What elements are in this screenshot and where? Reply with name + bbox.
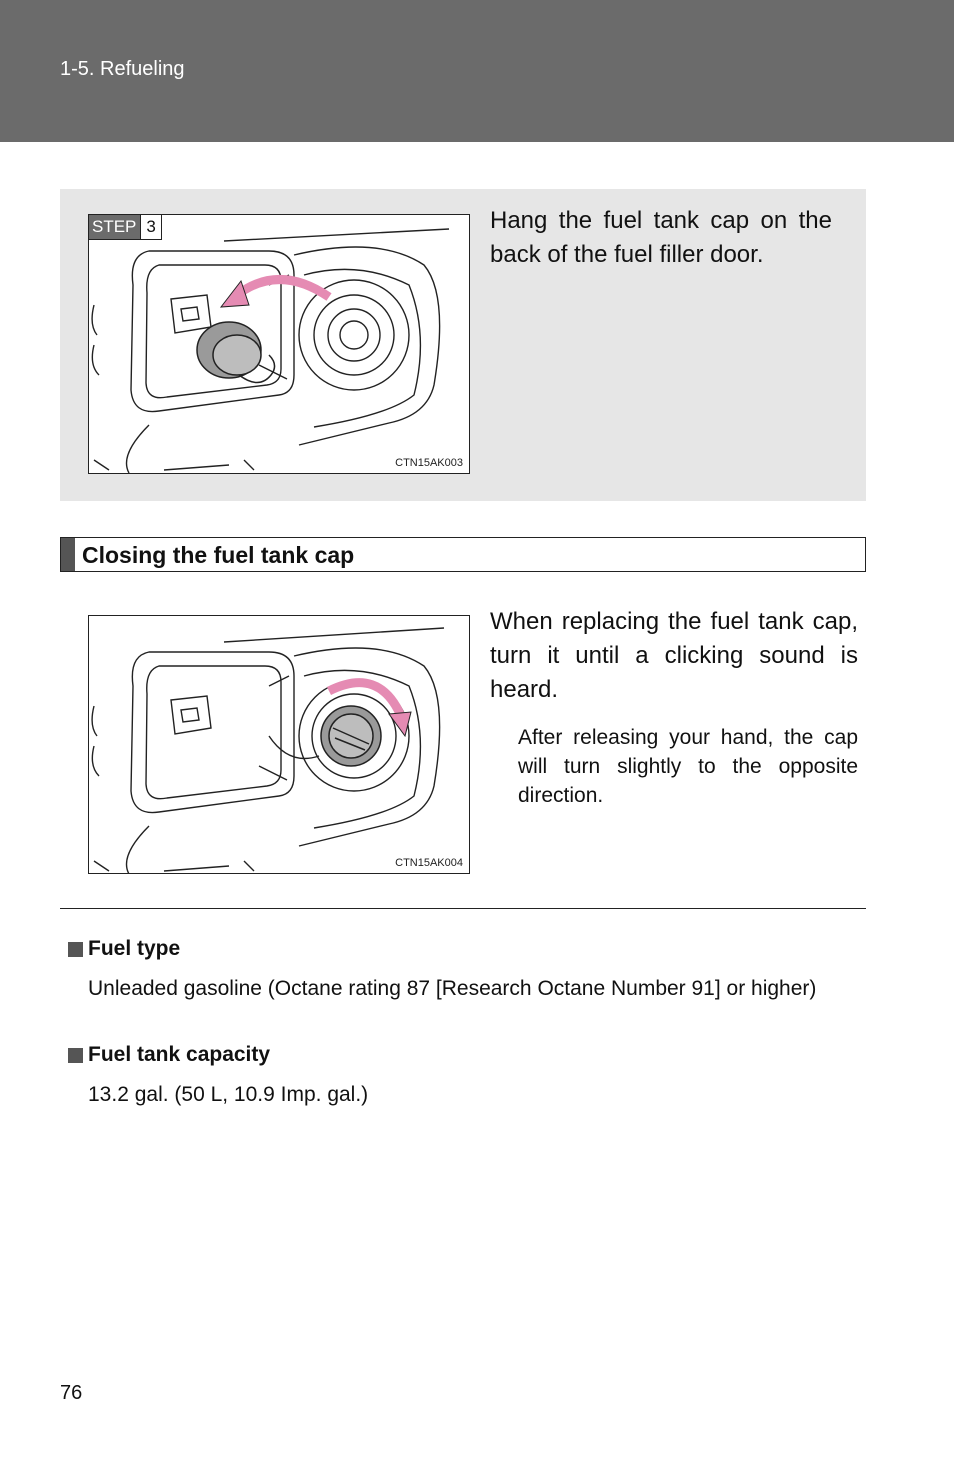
breadcrumb: 1-5. Refueling [60, 58, 185, 80]
section-heading [60, 537, 866, 572]
closing-cap-illustration [88, 615, 470, 874]
fuel-cap-hang-drawing [89, 215, 470, 474]
page-number: 76 [60, 1382, 83, 1404]
figure-code: CTN15AK004 [395, 857, 463, 869]
closing-cap-text: When replacing the fuel tank cap, turn it until a clicking sound is heard. [490, 608, 858, 703]
fuel-type-text: Unleaded gasoline (Octane rating 87 [Research Octane Number 91] or higher) [88, 977, 817, 1000]
closing-cap-note: After releasing your hand, the cap will turn slightly to the opposite direction. [518, 726, 858, 807]
fuel-type-heading [68, 937, 180, 961]
section-heading-bar [61, 538, 75, 571]
capacity-title: Fuel tank capacity [88, 1043, 271, 1066]
step-3-text: Hang the fuel tank cap on the back of the fuel filler door. [490, 207, 832, 268]
square-bullet-icon [68, 942, 83, 957]
step-badge-number: 3 [140, 215, 160, 239]
step-badge-label: STEP [89, 215, 140, 239]
section-title: Closing the fuel tank cap [82, 542, 355, 568]
figure-code: CTN15AK003 [395, 457, 463, 469]
fuel-cap-close-drawing [89, 616, 470, 874]
capacity-heading [68, 1043, 270, 1067]
fuel-type-title: Fuel type [88, 937, 181, 960]
step-3-panel [60, 189, 866, 501]
divider [60, 908, 866, 909]
square-bullet-icon [68, 1048, 83, 1063]
capacity-text: 13.2 gal. (50 L, 10.9 Imp. gal.) [88, 1083, 369, 1106]
page-header [0, 0, 954, 142]
step-badge [89, 215, 162, 240]
step-3-illustration [88, 214, 470, 474]
